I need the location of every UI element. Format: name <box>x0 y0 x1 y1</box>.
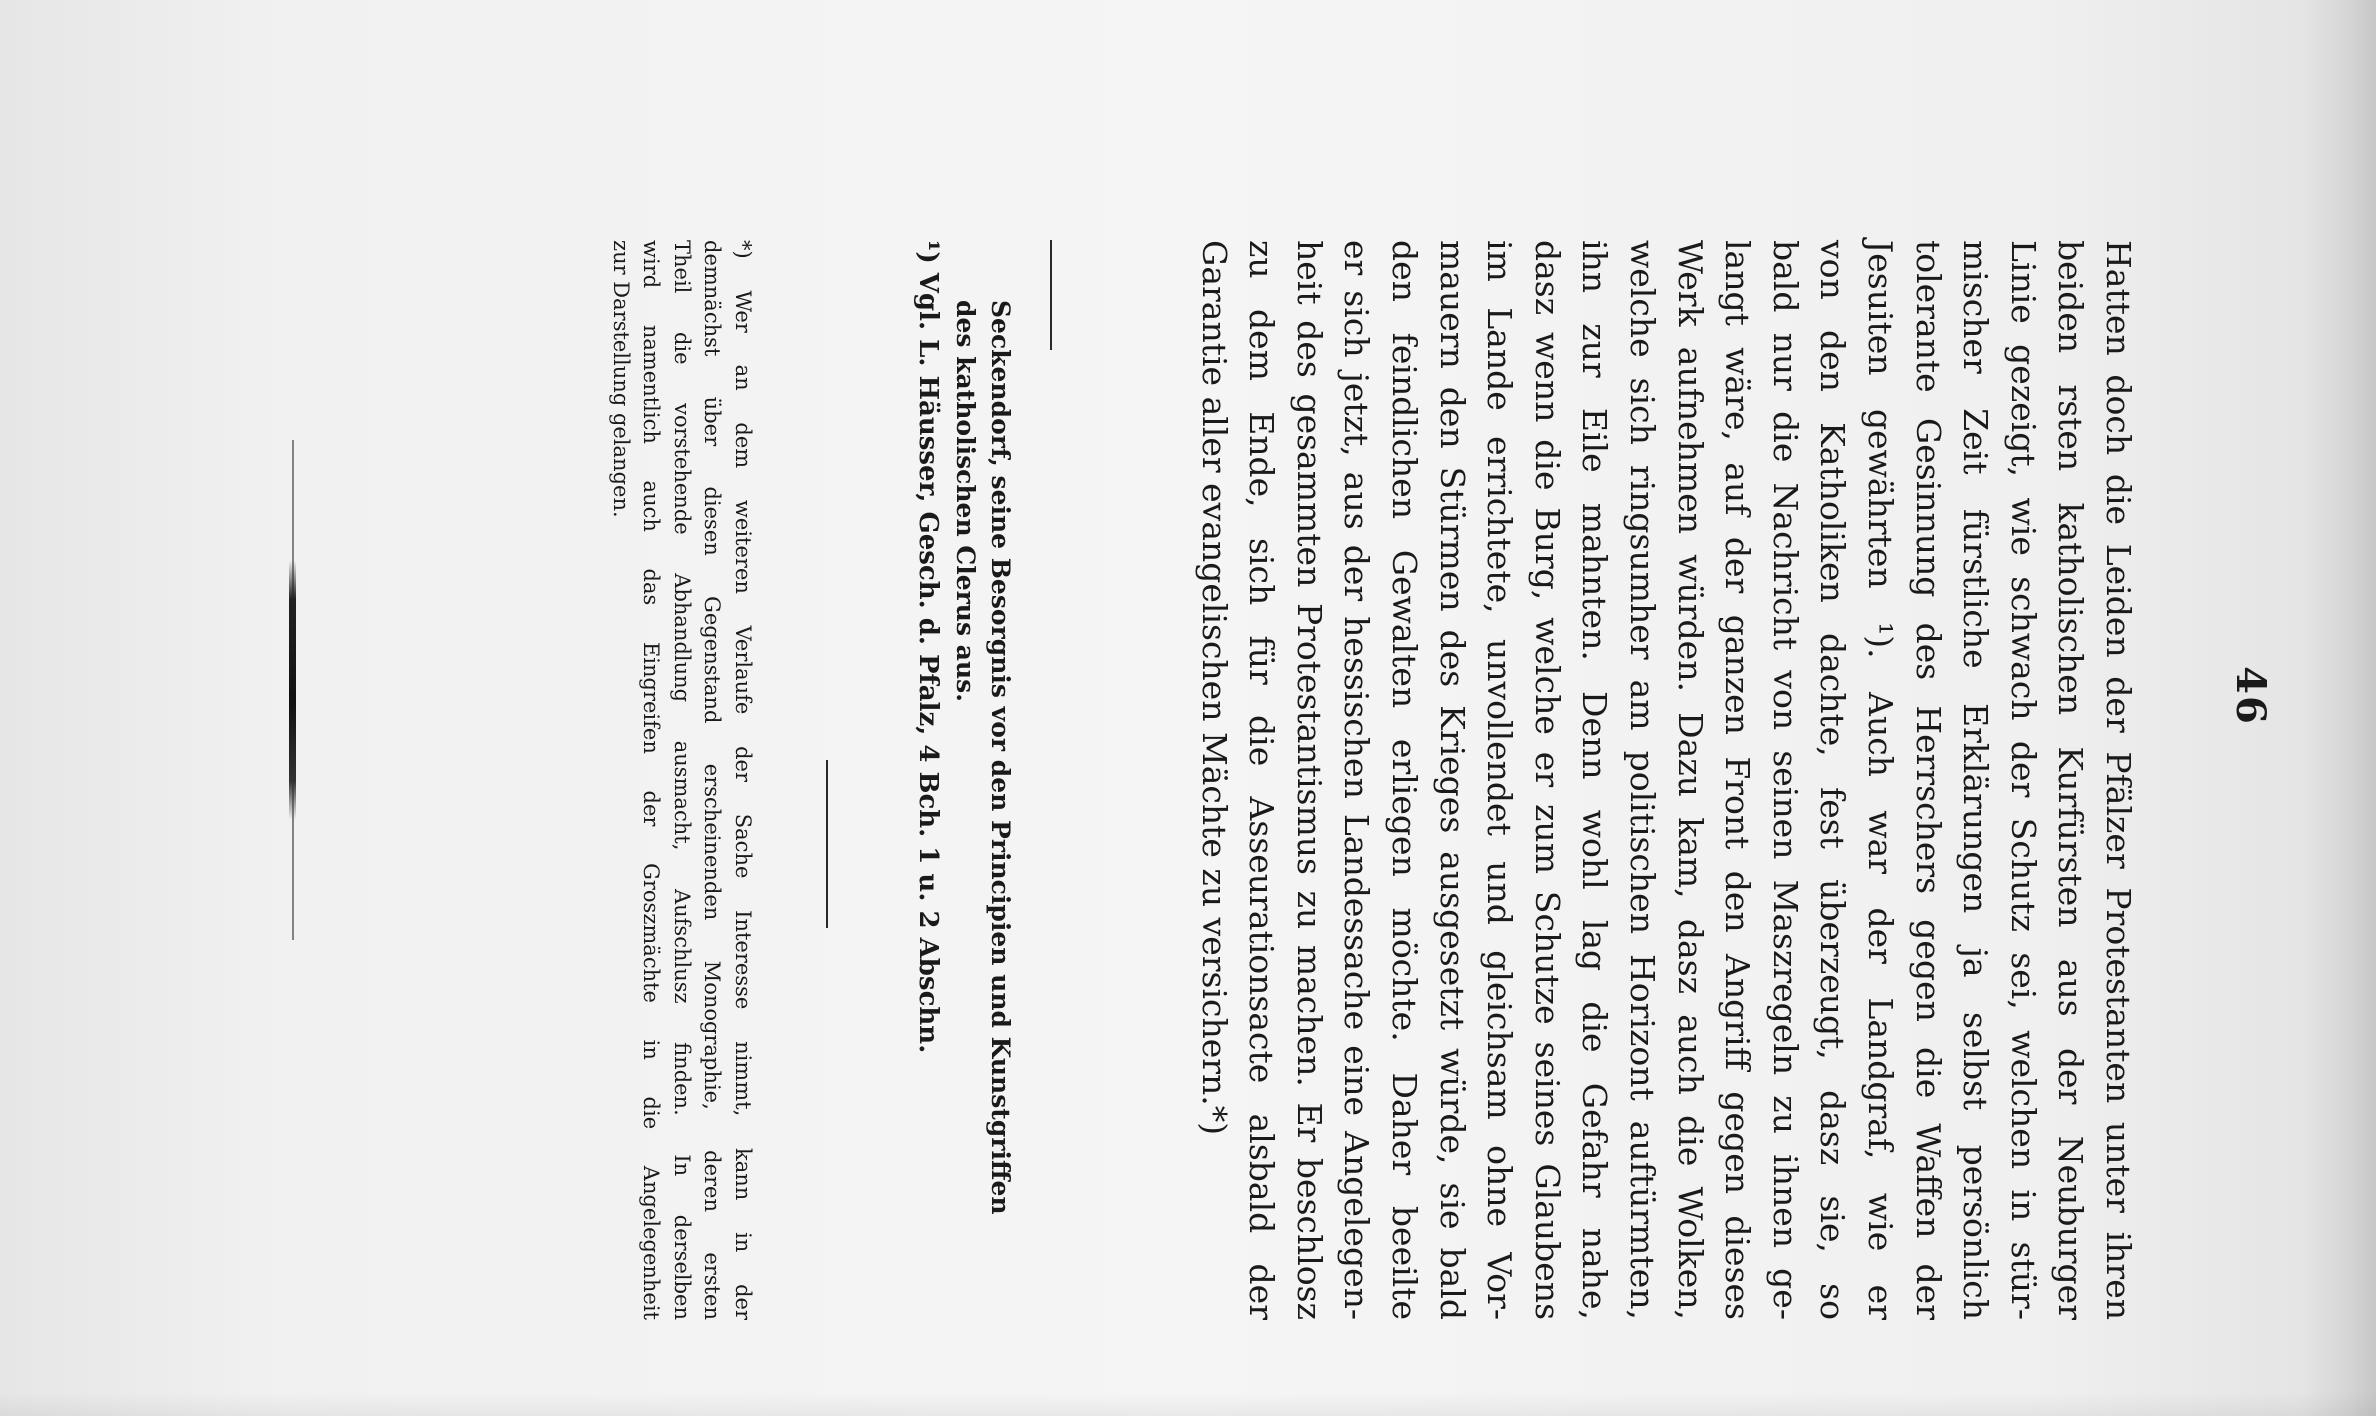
body-line: den feindlichen Gewalten erliegen möchte. Daher beeilte <box>1385 240 1425 1320</box>
body-line: beiden rsten katholischen Kurfürsten aus der Neuburger <box>2051 240 2091 1320</box>
body-line: Linie gezeigt, wie schwach der Schutz sei, welchen in stür- <box>2003 240 2043 1320</box>
body-line: heit des gesammten Protestantismus zu machen. Er beschlosz <box>1289 240 1329 1320</box>
body-line: er sich jetzt, aus der hessischen Landessache eine Angelegen- <box>1337 240 1377 1320</box>
body-line: zu dem Ende, sich für die Asseurationsacte alsbald der <box>1242 240 1282 1320</box>
body-line: tolerante Gesinnung des Herrschers gegen die Waffen der <box>1908 240 1948 1320</box>
footnote-1: ¹) Vgl. L. Häusser, Gesch. d. Pfalz, 4 Bch. 1 u. 2 Abschn. <box>913 240 943 1054</box>
footnote-line: des katholischen Clerus aus. <box>951 300 980 702</box>
body-line: Werk aufnehmen würden. Dazu kam, dasz auch die Wolken, <box>1670 240 1710 1320</box>
body-line: langt wäre, auf der ganzen Front den Angriff gegen dieses <box>1718 240 1758 1320</box>
footnote-line: zur Darstellung gelangen. <box>609 240 633 518</box>
body-line: mauern den Stürmen des Krieges ausgesetzt würde, sie bald <box>1432 240 1472 1320</box>
body-line: dasz wenn die Burg, welche er zum Schutze seines Glaubens <box>1527 240 1567 1320</box>
body-line: mischer Zeit fürstliche Erklärungen ja selbst persönlich <box>1956 240 1996 1320</box>
body-line: welche sich ringsumher am politischen Horizont auftürmten, <box>1623 240 1663 1320</box>
footnote-separator <box>1050 240 1052 350</box>
body-line: Jesuiten gewährten ¹). Auch war der Landgraf, wie er <box>1861 240 1901 1320</box>
footnote-line: Seckendorf, seine Besorgnis vor den Principien und Kunstgriffen <box>986 300 1015 1215</box>
footnote-star <box>606 240 759 1320</box>
section-divider <box>826 760 828 928</box>
scan-artifact-mark <box>289 560 296 820</box>
page-edge-shadow <box>0 1392 2376 1416</box>
body-line: Hatten doch die Leiden der Pfälzer Protestanten unter ihren <box>2099 240 2138 1320</box>
footnote-line: *) Wer an dem weiteren Verlaufe der Sache Interesse nimmt, kann in der <box>731 240 755 1320</box>
footnote-line: wird namentlich auch das Eingreifen der Groszmächte in die Angelegenheit <box>639 240 664 1320</box>
body-paragraph <box>1190 240 2142 1320</box>
body-line: von den Katholiken dachte, fest überzeugt, dasz sie, so <box>1813 240 1853 1320</box>
body-line: ihn zur Eile mahnten. Denn wohl lag die Gefahr nahe, <box>1575 240 1615 1320</box>
body-line: bald nur die Nachricht von seinen Maszregeln zu ihnen ge- <box>1765 240 1805 1320</box>
body-line: im Lande errichtete, unvollendet und gleichsam ohne Vor- <box>1480 240 1520 1320</box>
page-number: 46 <box>2227 666 2274 726</box>
footnote-line: Theil die vorstehende Abhandlung ausmacht, Aufschlusz finden. In derselben <box>670 240 694 1320</box>
footnote-line: demnächst über diesen Gegenstand erscheinenden Monographie, deren ersten <box>700 240 725 1320</box>
footnote-continuation <box>948 300 1018 1320</box>
body-line: Garantie aller evangelischen Mächte zu versichern.*) <box>1194 240 1234 1136</box>
